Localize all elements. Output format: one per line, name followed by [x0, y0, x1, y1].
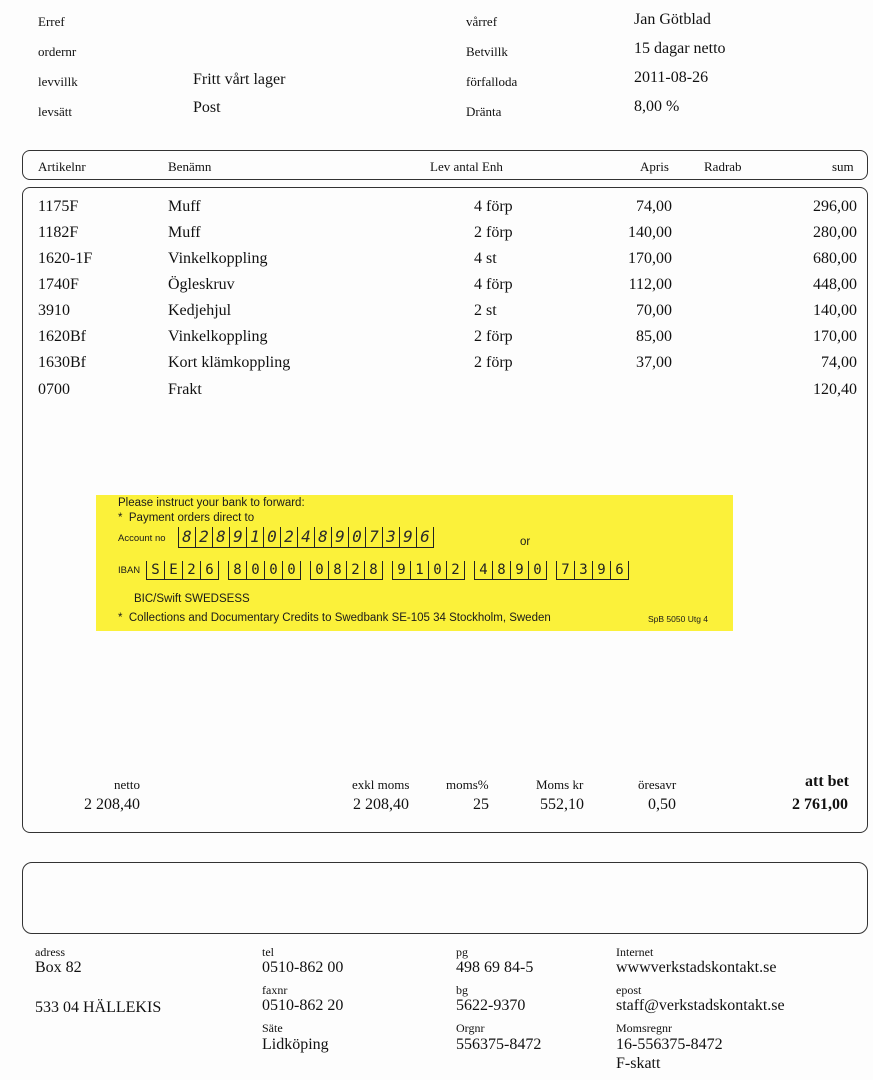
asterisk-icon: * [118, 612, 129, 624]
table-row [0, 328, 873, 354]
varref-label: vårref [466, 14, 498, 29]
iban-label: IBAN [118, 565, 141, 576]
sticker-payment-orders [118, 512, 254, 524]
table-row [0, 276, 873, 302]
iban-char: 0 [282, 561, 301, 580]
tel-label: tel [262, 945, 274, 959]
row-apris: 37,00 [636, 354, 672, 371]
iban-char: 6 [200, 561, 219, 580]
row-benamn: Frakt [168, 381, 202, 398]
sticker-payment-orders-text: Payment orders direct to [128, 512, 255, 524]
account-digit: 2 [280, 527, 297, 548]
moms-pct-label: moms% [446, 777, 489, 792]
betvillk-label: Betvillk [466, 44, 508, 59]
row-sum: 296,00 [813, 198, 857, 215]
oresavr-label: öresavr [638, 777, 677, 792]
iban-char: 8 [228, 561, 246, 580]
sate-label: Säte [262, 1021, 283, 1035]
dranta-label: Dränta [466, 104, 502, 119]
iban-char: 8 [328, 561, 346, 580]
forfalloda-label: förfalloda [466, 74, 518, 89]
row-qty: 2 förp [474, 328, 513, 345]
row-qty: 4 st [474, 250, 497, 267]
row-sum: 280,00 [813, 224, 857, 241]
iban-group [474, 561, 547, 580]
ordernr-label: ordernr [38, 44, 77, 59]
moms-pct-value: 25 [473, 796, 489, 813]
varref-value: Jan Götblad [634, 11, 711, 28]
iban-number [146, 561, 638, 580]
bank-payment-sticker [96, 495, 733, 631]
row-benamn: Kedjehjul [168, 302, 232, 319]
bg-value: 5622-9370 [456, 997, 526, 1014]
faxnr-value: 0510-862 20 [262, 997, 344, 1014]
row-sum: 140,00 [813, 302, 857, 319]
pg-value: 498 69 84-5 [456, 959, 534, 976]
account-number [178, 527, 434, 548]
row-artikelnr: 1620-1F [38, 250, 93, 267]
sticker-collections-text: Collections and Documentary Credits to Swedbank SE-105 34 Stockholm, Sweden [128, 612, 551, 624]
iban-group [392, 561, 465, 580]
row-apris: 170,00 [628, 250, 672, 267]
account-label: Account no [118, 533, 166, 544]
row-sum: 170,00 [813, 328, 857, 345]
tel-value: 0510-862 00 [262, 959, 344, 976]
netto-label: netto [114, 777, 140, 792]
iban-group [556, 561, 629, 580]
iban-char: 0 [528, 561, 547, 580]
adress-line2: 533 04 HÄLLEKIS [35, 999, 162, 1016]
momsregnr-value: 16-556375-8472 [616, 1036, 723, 1053]
levvillk-label: levvillk [38, 74, 78, 89]
iban-char: 3 [574, 561, 592, 580]
iban-char: 2 [182, 561, 200, 580]
orgnr-label: Orgnr [456, 1021, 485, 1035]
iban-char: 2 [346, 561, 364, 580]
account-digit: 9 [229, 527, 246, 548]
row-benamn: Vinkelkoppling [168, 328, 268, 345]
iban-char: 9 [592, 561, 610, 580]
bg-label: bg [456, 983, 468, 997]
row-apris: 85,00 [636, 328, 672, 345]
iban-char: 1 [410, 561, 428, 580]
account-digit: 8 [314, 527, 331, 548]
account-digit: 0 [348, 527, 365, 548]
faxnr-label: faxnr [262, 983, 288, 997]
iban-char: S [146, 561, 164, 580]
asterisk-icon: * [118, 512, 129, 524]
iban-group [310, 561, 383, 580]
iban-char: 9 [510, 561, 528, 580]
row-qty: 2 st [474, 302, 497, 319]
col-benamn: Benämn [168, 159, 212, 174]
row-artikelnr: 1175F [38, 198, 79, 215]
iban-char: 8 [492, 561, 510, 580]
iban-char: 8 [364, 561, 383, 580]
moms-kr-value: 552,10 [540, 796, 584, 813]
levsatt-label: levsätt [38, 104, 72, 119]
att-bet-value: 2 761,00 [792, 796, 848, 813]
iban-char: 2 [446, 561, 465, 580]
row-artikelnr: 1630Bf [38, 354, 86, 371]
sticker-instruction: Please instruct your bank to forward: [118, 497, 305, 509]
account-digit: 0 [263, 527, 280, 548]
internet-label: Internet [616, 945, 654, 959]
account-digit: 7 [365, 527, 382, 548]
row-apris: 74,00 [636, 198, 672, 215]
row-artikelnr: 0700 [38, 381, 70, 398]
account-digit: 6 [416, 527, 434, 548]
account-digit: 8 [178, 527, 195, 548]
moms-kr-label: Moms kr [536, 777, 584, 792]
col-artikelnr: Artikelnr [38, 159, 86, 174]
iban-char: 0 [246, 561, 264, 580]
message-box [22, 862, 868, 934]
account-digit: 3 [382, 527, 399, 548]
row-qty: 4 förp [474, 276, 513, 293]
bic-swift: BIC/Swift SWEDSESS [134, 593, 250, 605]
table-row [0, 198, 873, 224]
internet-value: wwwverkstadskontakt.se [616, 959, 777, 976]
row-sum: 680,00 [813, 250, 857, 267]
iban-char: 6 [610, 561, 629, 580]
exkl-moms-label: exkl moms [352, 777, 410, 792]
exkl-moms-value: 2 208,40 [353, 796, 409, 813]
fskatt: F-skatt [616, 1055, 661, 1072]
row-apris: 112,00 [628, 276, 672, 293]
or-label: or [520, 536, 531, 548]
row-benamn: Kort klämkoppling [168, 354, 291, 371]
row-qty: 2 förp [474, 354, 513, 371]
iban-char: 0 [264, 561, 282, 580]
form-code: SpB 5050 Utg 4 [648, 614, 709, 624]
row-sum: 74,00 [821, 354, 857, 371]
iban-group [146, 561, 219, 580]
row-benamn: Ögleskruv [168, 276, 235, 293]
levvillk-value: Fritt vårt lager [193, 71, 286, 88]
account-digit: 4 [297, 527, 314, 548]
row-apris: 140,00 [628, 224, 672, 241]
iban-group [228, 561, 301, 580]
row-artikelnr: 3910 [38, 302, 70, 319]
row-artikelnr: 1620Bf [38, 328, 86, 345]
table-row [0, 250, 873, 276]
table-row [0, 381, 873, 407]
orgnr-value: 556375-8472 [456, 1036, 542, 1053]
betvillk-value: 15 dagar netto [634, 40, 726, 57]
oresavr-value: 0,50 [648, 796, 676, 813]
dranta-value: 8,00 % [634, 98, 680, 115]
account-digit: 2 [195, 527, 212, 548]
row-sum: 448,00 [813, 276, 857, 293]
row-qty: 4 förp [474, 198, 513, 215]
sate-value: Lidköping [262, 1036, 329, 1053]
iban-char: 9 [392, 561, 410, 580]
levsatt-value: Post [193, 99, 221, 116]
row-qty: 2 förp [474, 224, 513, 241]
epost-value: staff@verkstadskontakt.se [616, 997, 785, 1014]
col-lev-antal-enh: Lev antal Enh [430, 159, 503, 174]
account-digit: 9 [331, 527, 348, 548]
adress-line1: Box 82 [35, 959, 82, 976]
iban-char: 0 [310, 561, 328, 580]
iban-char: 0 [428, 561, 446, 580]
col-radrab: Radrab [704, 159, 742, 174]
col-sum: sum [832, 159, 854, 174]
table-row [0, 224, 873, 250]
table-row [0, 302, 873, 328]
table-row [0, 354, 873, 380]
row-benamn: Muff [168, 224, 201, 241]
col-apris: Apris [640, 159, 669, 174]
forfalloda-value: 2011-08-26 [634, 69, 709, 86]
row-benamn: Vinkelkoppling [168, 250, 268, 267]
row-benamn: Muff [168, 198, 201, 215]
adress-label: adress [35, 945, 65, 959]
att-bet-label: att bet [805, 773, 849, 790]
sticker-collections [118, 612, 551, 624]
epost-label: epost [616, 983, 642, 997]
account-digit: 9 [399, 527, 416, 548]
row-sum: 120,40 [813, 381, 857, 398]
iban-char: 4 [474, 561, 492, 580]
pg-label: pg [456, 945, 468, 959]
iban-char: E [164, 561, 182, 580]
row-artikelnr: 1182F [38, 224, 79, 241]
momsregnr-label: Momsregnr [616, 1021, 672, 1035]
iban-char: 7 [556, 561, 574, 580]
erref-label: Erref [38, 14, 65, 29]
row-apris: 70,00 [636, 302, 672, 319]
account-digit: 8 [212, 527, 229, 548]
account-digit: 1 [246, 527, 263, 548]
row-artikelnr: 1740F [38, 276, 79, 293]
netto-value: 2 208,40 [84, 796, 140, 813]
